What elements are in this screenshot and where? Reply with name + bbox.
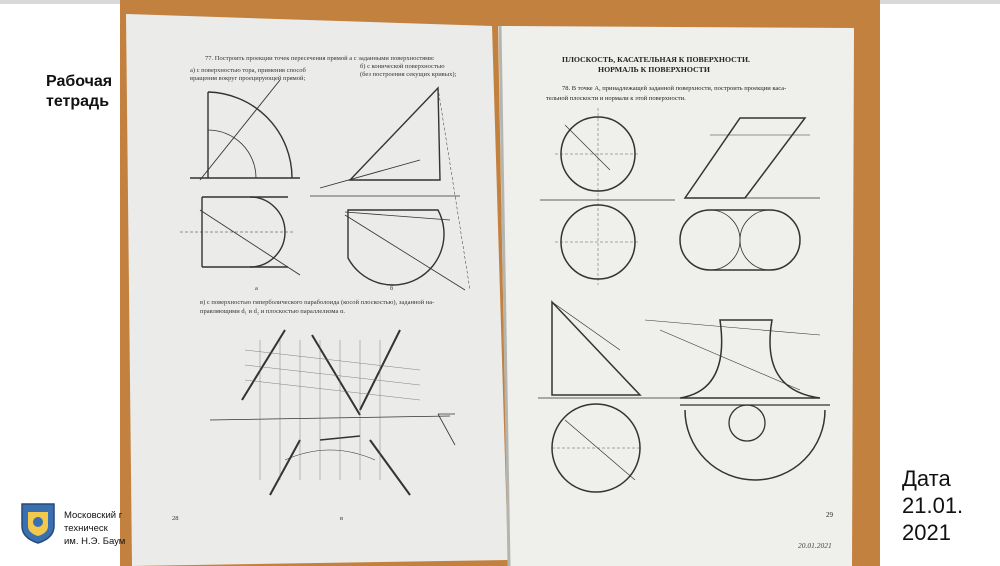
stamp-date: 20.01.2021 [798, 541, 832, 550]
title-line-2: тетрадь [46, 93, 110, 110]
task77-a2: вращения вокруг проецирующей прямой; [190, 75, 306, 82]
task78-line2: тельной плоскости и нормали к этой поверхности. [546, 95, 686, 102]
task77-c1: в) с поверхностью гиперболического параболоида (косой плоскостью), заданной на- [200, 299, 435, 306]
date-line-1: Дата [902, 466, 951, 491]
heading-line2: НОРМАЛЬ К ПОВЕРХНОСТИ [598, 65, 710, 74]
left-page [126, 14, 508, 566]
date-line-2: 21.01. [902, 493, 964, 518]
task78-line1: 78. В точке A, принадлежащей заданной поверхности, построить проекции каса- [562, 85, 787, 92]
task77-c2: правляющими d₁ и d₂ и плоскостью параллелизма α. [200, 308, 346, 315]
page-28: 28 [172, 515, 179, 522]
task77-b: б) с конической поверхностью [360, 63, 445, 70]
label-a: а [255, 285, 258, 292]
date-line-3: 2021 [902, 520, 951, 545]
task77-b2: (без построения секущих кривых); [360, 71, 457, 78]
slide-date [902, 465, 963, 546]
university-crest-icon [20, 502, 56, 544]
label-b: б [390, 285, 394, 292]
slide-title [46, 72, 112, 112]
institution-line-1: Московский г [64, 510, 123, 521]
institution-name [64, 509, 125, 548]
heading-line1: ПЛОСКОСТЬ, КАСАТЕЛЬНАЯ К ПОВЕРХНОСТИ. [562, 55, 750, 64]
workbook-photo [120, 0, 880, 566]
workbook-photo-drawing [120, 0, 880, 566]
label-v: в [340, 515, 344, 522]
right-page [498, 26, 854, 566]
institution-line-2: техническ [64, 523, 108, 534]
title-line-1: Рабочая [46, 73, 113, 90]
task77-a: а) с поверхностью тора, применив способ [190, 67, 306, 74]
task77-line1: 77. Построить проекции точек пересечения прямой a с заданными поверхностями: [205, 55, 435, 62]
page-29: 29 [826, 511, 833, 519]
institution-line-3: им. Н.Э. Баум [64, 536, 126, 547]
